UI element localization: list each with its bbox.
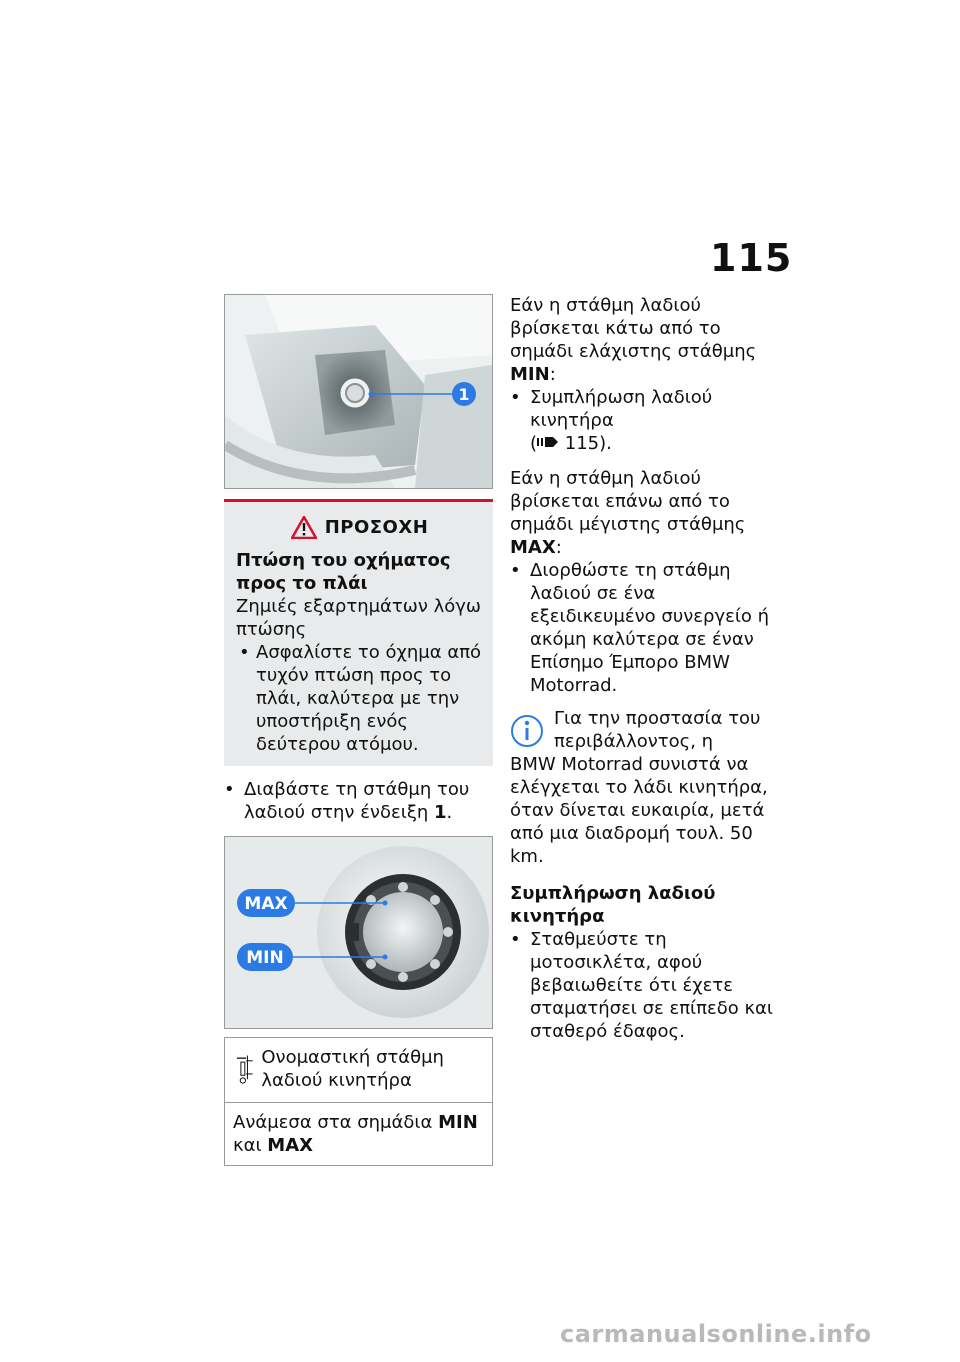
spec-max: MAX xyxy=(267,1135,314,1156)
spec-label-row xyxy=(225,1038,492,1102)
right-column xyxy=(510,294,786,1043)
engine-illustration xyxy=(225,295,492,488)
sight-glass-illustration xyxy=(225,837,492,1028)
min-mark-label: MIN xyxy=(246,948,284,968)
page-reference-arrow-icon xyxy=(537,435,559,449)
left-column xyxy=(224,294,493,1166)
spec-value-row: Ανάμεσα στα σημάδια MIN και MAX xyxy=(225,1102,492,1165)
high-level-condition: Εάν η στάθμη λαδιού βρίσκεται επάνω από το σημάδι μέγιστης στάθμης MAX: xyxy=(510,468,746,558)
warning-header xyxy=(236,516,483,539)
warning-title: ΠΡΟΣΟΧΗ xyxy=(324,517,429,538)
warning-bullet: • Ασφαλίστε το όχημα από τυχόν πτώση προς το πλάι, καλύτερα με την υποστήριξη ενός δεύτερου ατόμου. xyxy=(239,642,482,755)
page-number: 115 xyxy=(710,236,793,280)
watermark: carmanualsonline.info xyxy=(560,1320,872,1348)
oil-sight-glass-photo xyxy=(224,836,493,1029)
read-level-step: • Διαβάστε τη στάθμη του λαδιού στην ένδειξη 1. xyxy=(224,779,470,823)
section-step: • Σταθμεύστε τη μοτοσικλέτα, αφού βεβαιωθείτε ότι έχετε σταματήσει σε επίπεδο και σταθερό έδαφος. xyxy=(510,929,774,1042)
page-link-115[interactable]: 115 xyxy=(564,433,600,454)
environment-note xyxy=(510,707,786,868)
low-level-condition: Εάν η στάθμη λαδιού βρίσκεται κάτω από το σημάδι ελάχιστης στάθμης MIN: xyxy=(510,295,757,385)
warning-body: Ζημιές εξαρτημάτων λόγω πτώσης xyxy=(236,596,481,640)
callout-1: 1 xyxy=(458,385,470,404)
note-first-line: Για την προστασία του περιβάλλοντος, η xyxy=(554,708,761,752)
spec-table xyxy=(224,1037,493,1166)
note-body: BMW Motorrad συνιστά να ελέγχεται το λάδι κινητήρα, όταν δίνεται ευκαιρία, μετά από μια διαδρομή τουλ. 50 km. xyxy=(510,754,768,867)
info-icon xyxy=(510,711,544,751)
warning-triangle-icon xyxy=(291,516,317,539)
spec-label: Ονομαστική στάθμη λαδιού κινητήρα xyxy=(261,1047,444,1091)
engine-photo xyxy=(224,294,493,489)
low-level-action: • Συμπλήρωση λαδιού κινητήρα ( 115). xyxy=(510,387,713,454)
oil-level-icon xyxy=(233,1046,255,1094)
spec-min: MIN xyxy=(438,1112,478,1133)
max-mark-label: MAX xyxy=(244,894,288,914)
high-level-action: • Διορθώστε τη στάθμη λαδιού σε ένα εξειδικευμένο συνεργείο ή ακόμη καλύτερα σε έναν Επίσημο Έμπορο BMW Motorrad. xyxy=(510,560,770,696)
warning-box xyxy=(224,499,493,766)
warning-subtitle: Πτώση του οχήματος προς το πλάι xyxy=(236,550,451,594)
section-title: Συμπλήρωση λαδιού κινητήρα xyxy=(510,883,716,927)
ref-1: 1 xyxy=(433,802,447,823)
